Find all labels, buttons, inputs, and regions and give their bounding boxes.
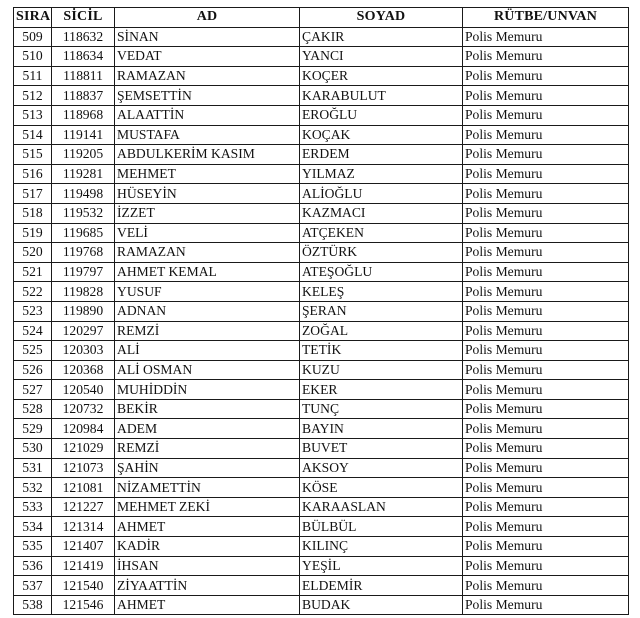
cell-sira: 530 [14,439,52,459]
cell-rutbe: Polis Memuru [463,419,629,439]
cell-sicil: 119281 [52,164,115,184]
cell-ad: BEKİR [115,399,300,419]
cell-ad: VEDAT [115,47,300,67]
personnel-table [13,7,629,615]
cell-soyad: YEŞİL [300,556,463,576]
cell-rutbe: Polis Memuru [463,341,629,361]
table-row [14,243,629,263]
cell-ad: REMZİ [115,321,300,341]
cell-soyad: ATEŞOĞLU [300,262,463,282]
cell-ad: ALİ [115,341,300,361]
table-row [14,537,629,557]
cell-sira: 522 [14,282,52,302]
cell-ad: İHSAN [115,556,300,576]
table-row [14,164,629,184]
cell-rutbe: Polis Memuru [463,105,629,125]
cell-rutbe: Polis Memuru [463,164,629,184]
cell-sira: 510 [14,47,52,67]
cell-soyad: TUNÇ [300,399,463,419]
cell-sira: 509 [14,27,52,47]
cell-ad: VELİ [115,223,300,243]
cell-sira: 519 [14,223,52,243]
cell-ad: MEHMET ZEKİ [115,497,300,517]
cell-sicil: 121546 [52,595,115,615]
cell-soyad: YILMAZ [300,164,463,184]
table-row [14,105,629,125]
cell-sicil: 119685 [52,223,115,243]
table-row [14,282,629,302]
cell-sira: 521 [14,262,52,282]
cell-sira: 513 [14,105,52,125]
cell-soyad: ŞERAN [300,301,463,321]
table-row [14,262,629,282]
cell-rutbe: Polis Memuru [463,517,629,537]
table-row [14,380,629,400]
table-row [14,301,629,321]
cell-sira: 535 [14,537,52,557]
table-row [14,595,629,615]
cell-rutbe: Polis Memuru [463,262,629,282]
table-row [14,576,629,596]
cell-soyad: ALİOĞLU [300,184,463,204]
table-row [14,399,629,419]
cell-ad: ALAATTİN [115,105,300,125]
table-row [14,497,629,517]
cell-sira: 516 [14,164,52,184]
cell-sira: 512 [14,86,52,106]
table-row [14,66,629,86]
cell-sicil: 118634 [52,47,115,67]
cell-rutbe: Polis Memuru [463,458,629,478]
cell-soyad: YANCI [300,47,463,67]
table-row [14,321,629,341]
cell-rutbe: Polis Memuru [463,66,629,86]
cell-sira: 515 [14,145,52,165]
cell-rutbe: Polis Memuru [463,556,629,576]
cell-soyad: KOÇER [300,66,463,86]
cell-sicil: 118837 [52,86,115,106]
cell-rutbe: Polis Memuru [463,439,629,459]
table-row [14,86,629,106]
cell-sicil: 120540 [52,380,115,400]
cell-sicil: 118968 [52,105,115,125]
cell-ad: MEHMET [115,164,300,184]
cell-sira: 523 [14,301,52,321]
cell-rutbe: Polis Memuru [463,282,629,302]
cell-ad: AHMET [115,517,300,537]
cell-sicil: 121073 [52,458,115,478]
cell-soyad: EKER [300,380,463,400]
cell-sicil: 119828 [52,282,115,302]
table-body [14,27,629,615]
header-sira: SIRA [14,8,52,28]
cell-rutbe: Polis Memuru [463,360,629,380]
cell-rutbe: Polis Memuru [463,478,629,498]
cell-soyad: KARABULUT [300,86,463,106]
cell-sicil: 121227 [52,497,115,517]
cell-rutbe: Polis Memuru [463,537,629,557]
cell-sira: 527 [14,380,52,400]
cell-ad: ZİYAATTİN [115,576,300,596]
cell-soyad: ELDEMİR [300,576,463,596]
cell-sira: 534 [14,517,52,537]
table-row [14,458,629,478]
cell-sicil: 119890 [52,301,115,321]
header-soyad: SOYAD [300,8,463,28]
cell-sicil: 121407 [52,537,115,557]
cell-soyad: ÖZTÜRK [300,243,463,263]
cell-rutbe: Polis Memuru [463,27,629,47]
cell-rutbe: Polis Memuru [463,125,629,145]
cell-sira: 511 [14,66,52,86]
cell-soyad: ZOĞAL [300,321,463,341]
cell-ad: YUSUF [115,282,300,302]
cell-soyad: BÜLBÜL [300,517,463,537]
header-ad: AD [115,8,300,28]
cell-sira: 520 [14,243,52,263]
cell-rutbe: Polis Memuru [463,47,629,67]
cell-sicil: 119141 [52,125,115,145]
cell-ad: AHMET KEMAL [115,262,300,282]
table-row [14,517,629,537]
cell-sicil: 121419 [52,556,115,576]
cell-sicil: 121081 [52,478,115,498]
cell-soyad: KOÇAK [300,125,463,145]
cell-ad: RAMAZAN [115,243,300,263]
cell-sira: 531 [14,458,52,478]
cell-sira: 532 [14,478,52,498]
cell-ad: ŞAHİN [115,458,300,478]
table-row [14,125,629,145]
cell-rutbe: Polis Memuru [463,86,629,106]
header-sicil: SİCİL [52,8,115,28]
table-row [14,27,629,47]
cell-sira: 528 [14,399,52,419]
cell-sicil: 121029 [52,439,115,459]
cell-sira: 526 [14,360,52,380]
cell-soyad: BUDAK [300,595,463,615]
cell-rutbe: Polis Memuru [463,576,629,596]
cell-sicil: 118811 [52,66,115,86]
table-row [14,360,629,380]
cell-ad: AHMET [115,595,300,615]
cell-ad: ADEM [115,419,300,439]
cell-sicil: 120297 [52,321,115,341]
document-page [13,7,628,615]
cell-sicil: 119498 [52,184,115,204]
cell-rutbe: Polis Memuru [463,380,629,400]
cell-ad: MUSTAFA [115,125,300,145]
table-row [14,478,629,498]
cell-sicil: 120984 [52,419,115,439]
cell-sicil: 121314 [52,517,115,537]
cell-ad: RAMAZAN [115,66,300,86]
cell-soyad: ÇAKIR [300,27,463,47]
cell-sira: 533 [14,497,52,517]
cell-soyad: ERDEM [300,145,463,165]
header-rutbe: RÜTBE/UNVAN [463,8,629,28]
cell-ad: İZZET [115,203,300,223]
cell-soyad: ATÇEKEN [300,223,463,243]
cell-sicil: 121540 [52,576,115,596]
cell-sicil: 119768 [52,243,115,263]
cell-rutbe: Polis Memuru [463,223,629,243]
cell-sira: 537 [14,576,52,596]
cell-ad: HÜSEYİN [115,184,300,204]
cell-rutbe: Polis Memuru [463,399,629,419]
cell-rutbe: Polis Memuru [463,203,629,223]
cell-rutbe: Polis Memuru [463,301,629,321]
cell-ad: ADNAN [115,301,300,321]
cell-soyad: AKSOY [300,458,463,478]
cell-sira: 524 [14,321,52,341]
table-row [14,47,629,67]
cell-ad: ALİ OSMAN [115,360,300,380]
cell-soyad: KUZU [300,360,463,380]
table-row [14,419,629,439]
cell-rutbe: Polis Memuru [463,595,629,615]
cell-sicil: 120368 [52,360,115,380]
cell-sira: 517 [14,184,52,204]
table-row [14,203,629,223]
table-row [14,556,629,576]
cell-ad: NİZAMETTİN [115,478,300,498]
cell-soyad: KELEŞ [300,282,463,302]
cell-sicil: 120732 [52,399,115,419]
cell-sicil: 119205 [52,145,115,165]
cell-rutbe: Polis Memuru [463,497,629,517]
cell-soyad: BAYIN [300,419,463,439]
table-row [14,145,629,165]
cell-sira: 538 [14,595,52,615]
cell-sira: 518 [14,203,52,223]
cell-soyad: KAZMACI [300,203,463,223]
cell-rutbe: Polis Memuru [463,321,629,341]
cell-soyad: TETİK [300,341,463,361]
cell-ad: REMZİ [115,439,300,459]
cell-ad: MUHİDDİN [115,380,300,400]
cell-soyad: KÖSE [300,478,463,498]
table-row [14,184,629,204]
table-row [14,223,629,243]
cell-sira: 529 [14,419,52,439]
table-row [14,341,629,361]
cell-ad: ŞEMSETTİN [115,86,300,106]
cell-sicil: 118632 [52,27,115,47]
cell-rutbe: Polis Memuru [463,145,629,165]
cell-sira: 514 [14,125,52,145]
cell-ad: KADİR [115,537,300,557]
cell-ad: SİNAN [115,27,300,47]
cell-ad: ABDULKERİM KASIM [115,145,300,165]
header-row [14,8,629,28]
cell-rutbe: Polis Memuru [463,243,629,263]
cell-soyad: BUVET [300,439,463,459]
cell-sicil: 119532 [52,203,115,223]
cell-sira: 525 [14,341,52,361]
cell-rutbe: Polis Memuru [463,184,629,204]
cell-sira: 536 [14,556,52,576]
cell-soyad: KARAASLAN [300,497,463,517]
cell-sicil: 120303 [52,341,115,361]
cell-soyad: EROĞLU [300,105,463,125]
cell-soyad: KILINÇ [300,537,463,557]
table-row [14,439,629,459]
cell-sicil: 119797 [52,262,115,282]
